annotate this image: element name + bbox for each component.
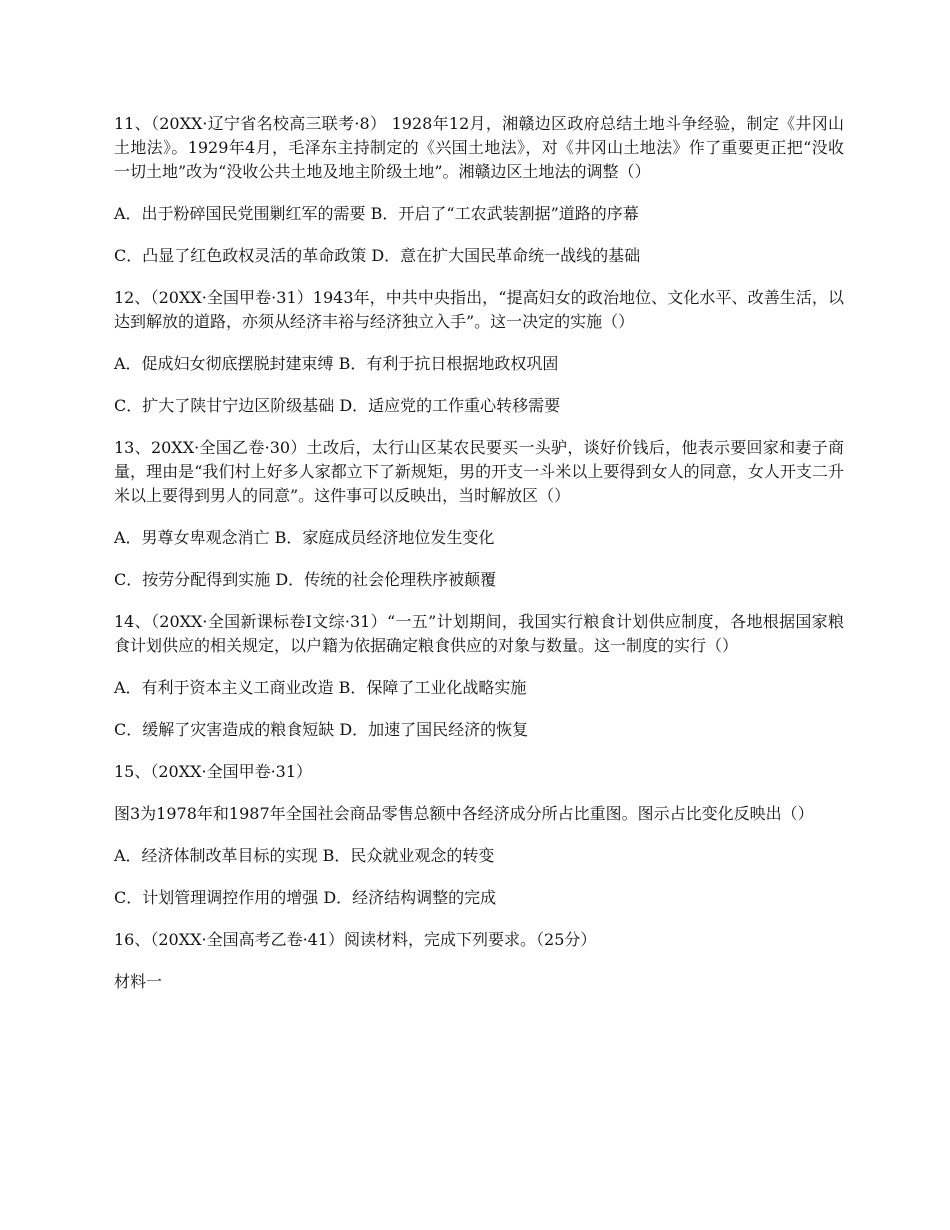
question-12-options-cd: C．扩大了陕甘宁边区阶级基础 D．适应党的工作重心转移需要 [114, 396, 561, 415]
question-15-stem: 图3为1978年和1987年全国社会商品零售总额中各经济成分所占比重图。图示占比变化反映出（） [114, 804, 814, 823]
question-15-options-cd: C．计划管理调控作用的增强 D．经济结构调整的完成 [114, 888, 497, 907]
question-14-options-cd: C．缓解了灾害造成的粮食短缺 D．加速了国民经济的恢复 [114, 720, 529, 739]
document-body [114, 112, 844, 1012]
question-14-stem: 14、（20XX·全国新课标卷Ⅰ文综·31）“一五”计划期间，我国实行粮食计划供应制度，各地根据国家粮食计划供应的相关规定，以户籍为依据确定粮食供应的对象与数量。这一制度的实行（） [114, 612, 844, 655]
question-13-options-ab: A．男尊女卑观念消亡 B．家庭成员经济地位发生变化 [114, 528, 495, 547]
question-15-heading: 15、（20XX·全国甲卷·31） [114, 762, 313, 781]
question-11-options-cd: C．凸显了红色政权灵活的革命政策 D．意在扩大国民革命统一战线的基础 [114, 246, 641, 265]
question-11-stem: 11、（20XX·辽宁省名校高三联考·8） 1928年12月，湘赣边区政府总结土地斗争经验，制定《井冈山土地法》。1929年4月，毛泽东主持制定的《兴国土地法》，对《井冈山土地法》作了重要更正把“没收一切土地”改为“没收公共土地及地主阶级土地”。湘赣边区土地法的调整（） [114, 114, 844, 181]
question-14-options-ab: A．有利于资本主义工商业改造 B．保障了工业化战略实施 [114, 678, 527, 697]
question-12-options-ab: A．促成妇女彻底摆脱封建束缚 B．有利于抗日根据地政权巩固 [114, 354, 559, 373]
question-15-options-ab: A．经济体制改革目标的实现 B．民众就业观念的转变 [114, 846, 495, 865]
question-16-stem: 16、（20XX·全国高考乙卷·41）阅读材料，完成下列要求。（25分） [114, 930, 597, 949]
question-12-stem: 12、（20XX·全国甲卷·31）1943年，中共中央指出，“提高妇女的政治地位、文化水平、改善生活，以达到解放的道路，亦须从经济丰裕与经济独立入手”。这一决定的实施（） [114, 288, 844, 331]
question-13-options-cd: C．按劳分配得到实施 D．传统的社会伦理秩序被颠覆 [114, 570, 497, 589]
material-one-label: 材料一 [114, 972, 163, 991]
question-13-stem: 13、20XX·全国乙卷·30）土改后，太行山区某农民要买一头驴，谈好价钱后，他表示要回家和妻子商量，理由是“我们村上好多人家都立下了新规矩，男的开支一斗米以上要得到女人的同意，女人开支二升米以上要得到男人的同意”。这件事可以反映出，当时解放区（） [114, 438, 844, 505]
question-11-options-ab: A．出于粉碎国民党围剿红军的需要 B．开启了“工农武装割据”道路的序幕 [114, 204, 639, 223]
